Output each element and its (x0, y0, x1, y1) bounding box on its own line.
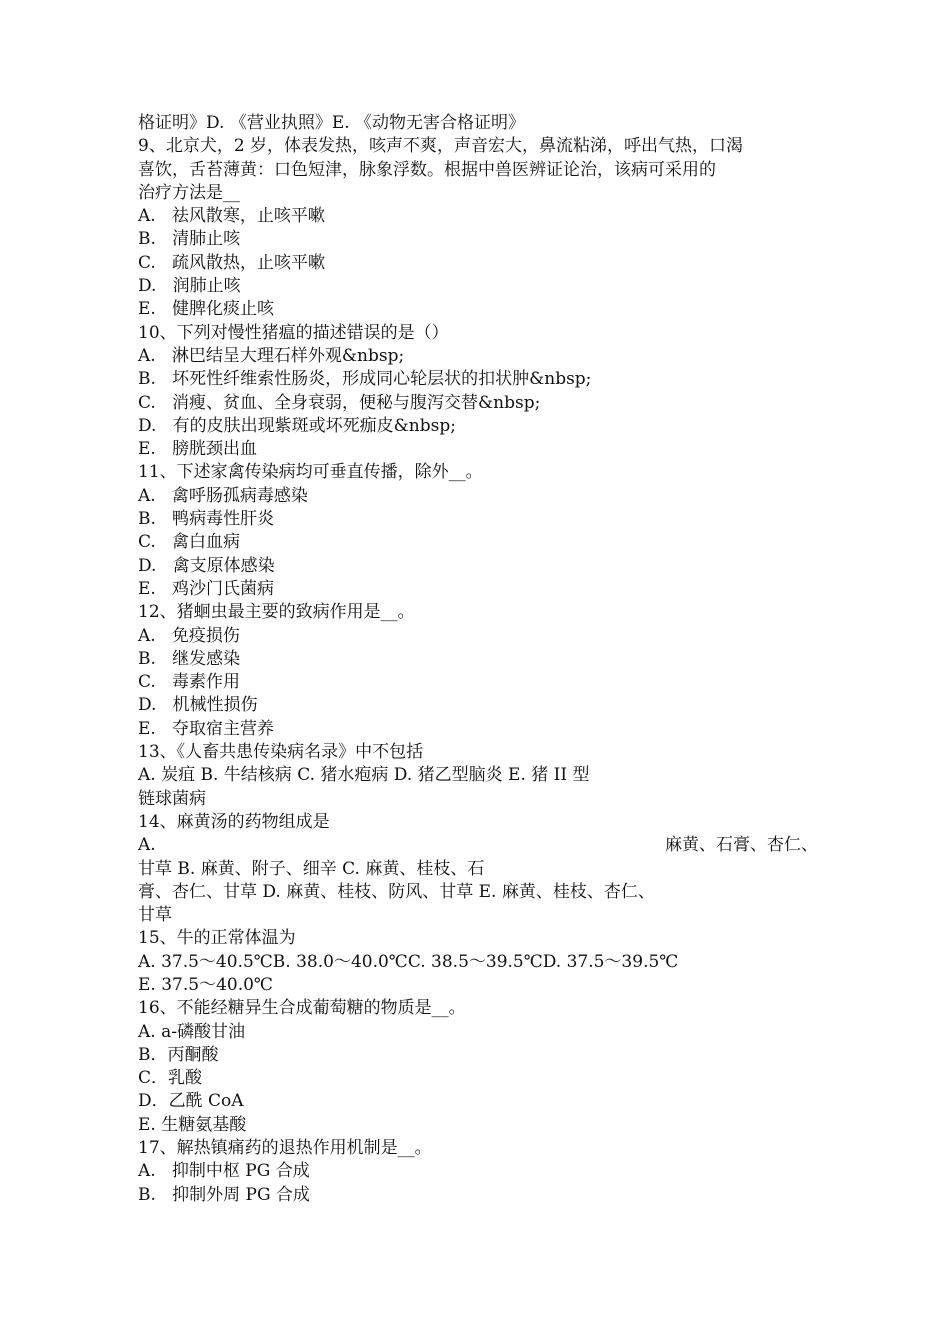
text-line: A. a-磷酸甘油 (138, 1021, 245, 1042)
text-line: D. 润肺止咳 (138, 276, 241, 297)
text-line: C. 禽白血病 (138, 532, 241, 553)
text-line: A. 免疫损伤 (138, 625, 240, 646)
text-line: C．乳酸 (138, 1068, 203, 1089)
document-body (138, 112, 818, 1207)
text-line: 10、下列对慢性猪瘟的描述错误的是（） (138, 322, 449, 343)
text-line: A. 炭疽 B. 牛结核病 C. 猪水疱病 D. 猪乙型脑炎 E. 猪 II 型 (138, 765, 590, 786)
text-line: 16、不能经糖异生合成葡萄糖的物质是__。 (138, 998, 466, 1019)
text-line: B．丙酮酸 (138, 1044, 219, 1065)
text-line: C. 消瘦、贫血、全身衰弱，便秘与腹泻交替&nbsp; (138, 392, 541, 413)
text-line: C. 毒素作用 (138, 672, 241, 693)
text-line: D．乙酰 CoA (138, 1091, 244, 1112)
text-line: C. 疏风散热，止咳平嗽 (138, 252, 326, 273)
text-line: 17、解热镇痛药的退热作用机制是__。 (138, 1138, 432, 1159)
text-line: A. 抑制中枢 PG 合成 (138, 1161, 310, 1182)
text-line: B. 继发感染 (138, 648, 241, 669)
text-line: E. 鸡沙门氏菌病 (138, 578, 275, 599)
text-line: B. 抑制外周 PG 合成 (138, 1184, 310, 1205)
q14-option-a-label: A. (138, 835, 156, 856)
text-line: B. 鸭病毒性肝炎 (138, 509, 275, 530)
text-line: D. 有的皮肤出现紫斑或坏死痂皮&nbsp; (138, 415, 456, 436)
text-line: 喜饮，舌苔薄黄：口色短津，脉象浮数。根据中兽医辨证论治，该病可采用的 (138, 159, 716, 180)
text-line: A. 禽呼肠孤病毒感染 (138, 485, 308, 506)
text-line: D. 禽支原体感染 (138, 555, 275, 576)
text-line: A. 祛风散寒，止咳平嗽 (138, 206, 325, 227)
text-line: 15、牛的正常体温为 (138, 928, 296, 949)
q14-option-a-line (138, 834, 818, 857)
text-line: E. 生糖氨基酸 (138, 1114, 247, 1135)
text-line: 格证明》D. 《营业执照》E. 《动物无害合格证明》 (138, 113, 526, 133)
text-line: E. 膀胱颈出血 (138, 439, 258, 460)
text-block (138, 858, 818, 1207)
text-line: 甘草 (138, 905, 172, 926)
text-line: E. 健脾化痰止咳 (138, 299, 275, 320)
text-line: B. 坏死性纤维索性肠炎，形成同心轮层状的扣状肿&nbsp; (138, 369, 592, 390)
text-line: E. 夺取宿主营养 (138, 718, 275, 739)
text-line: 14、麻黄汤的药物组成是 (138, 811, 330, 832)
text-line: B. 清肺止咳 (138, 229, 241, 250)
text-line: 治疗方法是__ (138, 182, 240, 203)
text-line: A. 淋巴结呈大理石样外观&nbsp; (138, 345, 405, 366)
text-line: 链球菌病 (138, 788, 206, 809)
text-line: 9、北京犬，2 岁，体表发热，咳声不爽，声音宏大，鼻流粘涕，呼出气热，口渴 (138, 136, 744, 157)
text-block (138, 112, 818, 834)
text-line: 膏、杏仁、甘草 D. 麻黄、桂枝、防风、甘草 E. 麻黄、桂枝、杏仁、 (138, 881, 655, 902)
text-line: 11、下述家禽传染病均可垂直传播，除外__。 (138, 462, 483, 483)
text-line: D. 机械性损伤 (138, 695, 258, 716)
text-line: 13、《人畜共患传染病名录》中不包括 (138, 742, 424, 763)
text-line: A. 37.5～40.5℃B. 38.0～40.0℃C. 38.5～39.5℃D. 37.5～39.5℃ (138, 951, 679, 972)
text-line: E. 37.5～40.0℃ (138, 974, 273, 995)
q14-option-a-text: 麻黄、石膏、杏仁、 (665, 835, 818, 856)
text-line: 12、猪蛔虫最主要的致病作用是__。 (138, 602, 415, 623)
text-line: 甘草 B. 麻黄、附子、细辛 C. 麻黄、桂枝、石 (138, 858, 485, 879)
